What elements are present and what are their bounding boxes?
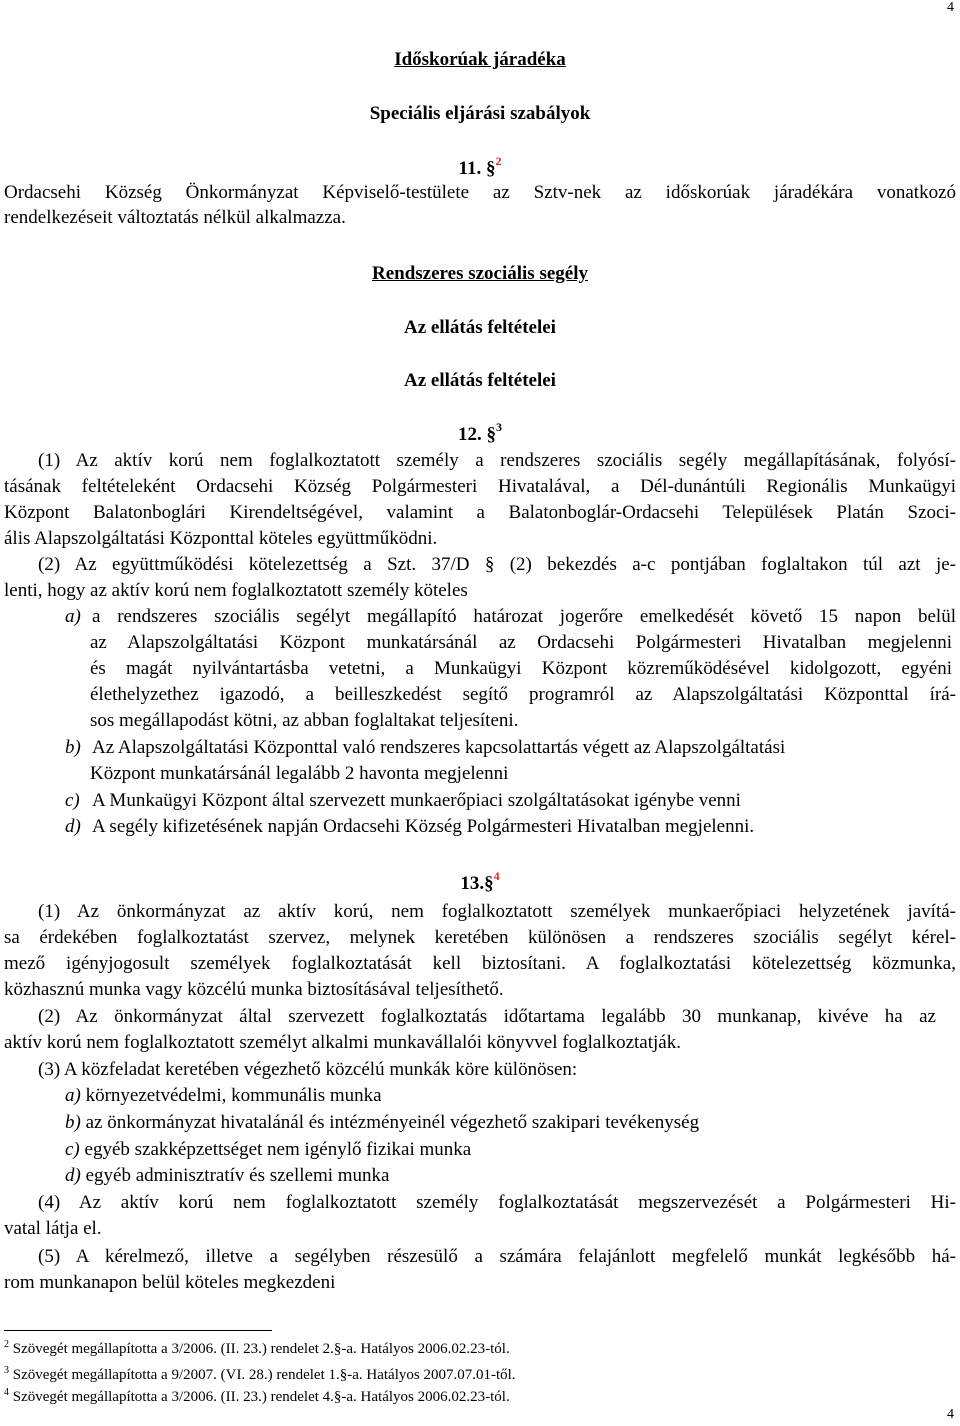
paragraph-heading-12: 12. §$^3$: [458, 420, 502, 445]
footnote-ref-4: 4: [493, 869, 500, 883]
paragraph-heading-11: 11. §$^2$: [458, 154, 502, 179]
p12-a-line-3: és magát nyilvántartásba vetetni, a Munkaügyi Központ közreműködésével kidolgozott, egyéni: [90, 658, 952, 679]
p12-d-line-1: A segély kifizetésének napján Ordacsehi Község Polgármesteri Hivatalban megjelenni.: [92, 816, 755, 837]
page-number-bottom: 4: [947, 1407, 954, 1422]
footnote-4: $^4$ Szövegét megállapította a 3/2006. (II. 23.) rendelet 4.§-a. Hatályos 2006.02.23-tól.: [4, 1387, 510, 1405]
p12-b-line-1: Az Alapszolgáltatási Központtal való rendszeres kapcsolattartás végett az Alapszolgáltatási: [92, 737, 786, 758]
footnote-ref-2: 2: [495, 154, 502, 168]
p13-3-item-b: b) az önkormányzat hivatalánál és intézményeinél végezhető szakipari tevékenység: [65, 1112, 700, 1133]
p12-b-label: b): [65, 737, 81, 758]
p13-2-line-1: (2) Az önkormányzat által szervezett foglalkoztatás időtartama legalább 30 munkanap, kivéve ha az: [38, 1006, 936, 1027]
p12-1-line-3: Központ Balatonboglári Kirendeltségével, valamint a Balatonboglár-Ordacsehi Települések Platán Szoci-: [4, 502, 956, 523]
p13-5-line-1: (5) A kérelmező, illetve a segélyben részesülő a számára felajánlott megfelelő munkát legkésőbb há-: [38, 1246, 956, 1267]
footnote-ref-3: 3: [496, 420, 502, 434]
p12-d-label: d): [65, 816, 81, 837]
p12-a-label: a): [65, 606, 81, 627]
p13-1-line-2: sa érdekében foglalkoztatást szervez, melynek keretében különösen a rendszeres szociális segélyt kérel-: [4, 927, 956, 948]
p12-c-label: c): [65, 790, 80, 811]
p13-2-line-2: aktív korú nem foglalkoztatott személyt alkalmi munkavállalói könyvvel foglalkoztatják.: [4, 1032, 681, 1053]
p13-4-line-1: (4) Az aktív korú nem foglalkoztatott személy foglalkoztatását megszervezését a Polgármesteri Hi-: [38, 1192, 956, 1213]
p12-a-line-2: az Alapszolgáltatási Központ munkatársánál az Ordacsehi Polgármesteri Hivatalban megjelenni: [90, 632, 952, 653]
page-number-top: 4: [947, 0, 954, 15]
p13-3-item-d: d) egyéb adminisztratív és szellemi munka: [65, 1165, 390, 1186]
section-subtitle-ellatas-2: Az ellátás feltételei: [404, 370, 556, 391]
section-title-idoskoruak: Időskorúak járadéka: [394, 49, 566, 70]
section-subtitle-specialis: Speciális eljárási szabályok: [369, 103, 591, 124]
section-subtitle-ellatas-1: Az ellátás feltételei: [404, 317, 556, 338]
p12-1-line-4: ális Alapszolgáltatási Központtal köteles együttműködni.: [4, 528, 438, 549]
footnote-3: $^3$ Szövegét megállapította a 9/2007. (VI. 28.) rendelet 1.§-a. Hatályos 2007.07.01-től.: [4, 1365, 516, 1383]
p12-1-line-1: (1) Az aktív korú nem foglalkoztatott személy a rendszeres szociális segély megállapításának, folyósí-: [38, 450, 956, 471]
p13-3-item-c: c) egyéb szakképzettséget nem igénylő fizikai munka: [65, 1139, 472, 1160]
p12-2-line-1: (2) Az együttműködési kötelezettség a Szt. 37/D § (2) bekezdés a-c pontjában foglaltakon túl azt je-: [38, 554, 956, 575]
p12-a-line-4: élethelyzethez igazodó, a beilleszkedést segítő programról az Alapszolgáltatási Központtal írá-: [90, 684, 956, 705]
footnote-separator: [4, 1330, 272, 1331]
p13-1-line-1: (1) Az önkormányzat az aktív korú, nem foglalkoztatott személyek munkaerőpiaci helyzetének javítá-: [38, 901, 956, 922]
p12-b-line-2: Központ munkatársánál legalább 2 havonta megjelenni: [90, 763, 509, 784]
paragraph-heading-13: 13.§$^4$: [460, 869, 500, 894]
footnote-2: $^2$ Szövegét megállapította a 3/2006. (II. 23.) rendelet 2.§-a. Hatályos 2006.02.23-tól.: [4, 1339, 510, 1357]
p12-c-line-1: A Munkaügyi Központ által szervezett munkaerőpiaci szolgáltatásokat igénybe venni: [92, 790, 741, 811]
p12-a-line-5: sos megállapodást kötni, az abban foglaltakat teljesíteni.: [90, 710, 519, 731]
p13-1-line-4: közhasznú munka vagy közcélú munka biztosításával teljesíthető.: [4, 979, 504, 1000]
section-title-rendszeres: Rendszeres szociális segély: [372, 263, 588, 284]
p12-2-line-2: lenti, hogy az aktív korú nem foglalkoztatott személy köteles: [4, 580, 468, 601]
p13-3-line-1: (3) A közfeladat keretében végezhető közcélú munkák köre különösen:: [38, 1059, 578, 1080]
p13-1-line-3: mező igényjogosult személyek foglalkoztatását kell biztosítani. A foglalkoztatási kötelezettség közmunka,: [4, 953, 956, 974]
p13-5-line-2: rom munkanapon belül köteles megkezdeni: [4, 1272, 336, 1293]
paragraph-11-line-1: Ordacsehi Község Önkormányzat Képviselő-testülete az Sztv-nek az időskorúak járadékára vonatkozó: [4, 182, 956, 203]
paragraph-11-line-2: rendelkezéseit változtatás nélkül alkalmazza.: [4, 207, 346, 228]
p12-1-line-2: tásának feltételeként Ordacsehi Község Polgármesteri Hivatalával, a Dél-dunántúli Regionális Munkaügyi: [4, 476, 956, 497]
p12-a-line-1: a rendszeres szociális segélyt megállapító határozat jogerőre emelkedését követő 15 napon belül: [92, 606, 956, 627]
p13-4-line-2: vatal látja el.: [4, 1218, 102, 1239]
p13-3-item-a: a) környezetvédelmi, kommunális munka: [65, 1085, 382, 1106]
